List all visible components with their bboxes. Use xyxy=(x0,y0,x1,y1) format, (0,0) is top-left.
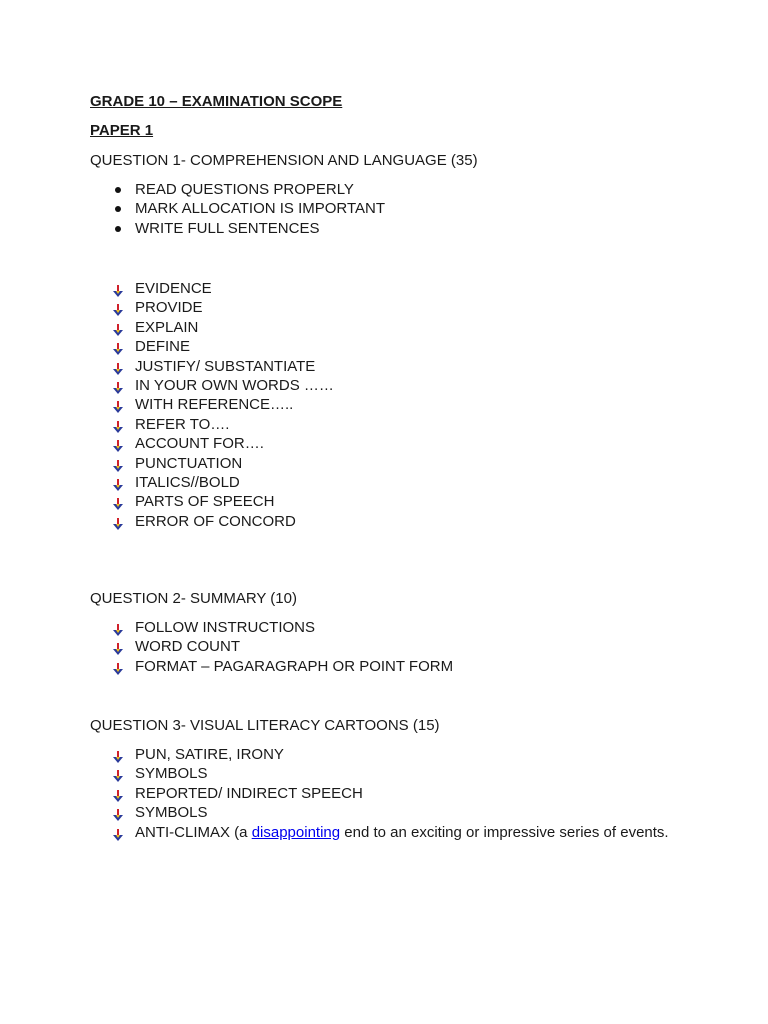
anti-climax-suffix: end to an exciting or impressive series of events. xyxy=(340,823,669,841)
arrow-bullet-icon xyxy=(112,827,124,839)
arrow-bullet-icon xyxy=(112,496,124,508)
q1-heading: QUESTION 1- COMPREHENSION AND LANGUAGE (35) xyxy=(90,152,478,169)
arrow-bullet-icon xyxy=(112,302,124,314)
list-item: WORD COUNT xyxy=(90,637,453,656)
list-item xyxy=(90,823,669,842)
arrow-bullet-icon xyxy=(112,661,124,673)
list-item: REFER TO…. xyxy=(90,415,334,434)
arrow-bullet-icon xyxy=(112,807,124,819)
arrow-bullet-icon xyxy=(112,768,124,780)
list-item: PUN, SATIRE, IRONY xyxy=(90,745,669,764)
dot-bullet-icon xyxy=(115,206,121,212)
list-item: SYMBOLS xyxy=(90,803,669,822)
dot-bullet-icon xyxy=(115,187,121,193)
list-item: PARTS OF SPEECH xyxy=(90,492,334,511)
q1-arrow-list xyxy=(90,279,334,531)
list-item: FORMAT – PAGARAGRAPH OR POINT FORM xyxy=(90,657,453,676)
list-item: DEFINE xyxy=(90,337,334,356)
anti-climax-prefix: ANTI-CLIMAX (a xyxy=(135,823,252,841)
arrow-bullet-icon xyxy=(112,516,124,528)
document-title: GRADE 10 – EXAMINATION SCOPE xyxy=(90,93,343,110)
arrow-bullet-icon xyxy=(112,622,124,634)
list-item: JUSTIFY/ SUBSTANTIATE xyxy=(90,357,334,376)
arrow-bullet-icon xyxy=(112,788,124,800)
q2-arrow-list xyxy=(90,618,453,676)
q3-heading: QUESTION 3- VISUAL LITERACY CARTOONS (15) xyxy=(90,717,440,734)
list-item: PUNCTUATION xyxy=(90,454,334,473)
list-item: EVIDENCE xyxy=(90,279,334,298)
list-item: SYMBOLS xyxy=(90,764,669,783)
arrow-bullet-icon xyxy=(112,341,124,353)
arrow-bullet-icon xyxy=(112,399,124,411)
list-item: WITH REFERENCE….. xyxy=(90,395,334,414)
arrow-bullet-icon xyxy=(112,380,124,392)
q3-arrow-list xyxy=(90,745,669,842)
arrow-bullet-icon xyxy=(112,458,124,470)
list-item: ERROR OF CONCORD xyxy=(90,512,334,531)
paper-heading: PAPER 1 xyxy=(90,122,154,139)
list-item: ITALICS//BOLD xyxy=(90,473,334,492)
dot-bullet-icon xyxy=(115,226,121,232)
list-item: REPORTED/ INDIRECT SPEECH xyxy=(90,784,669,803)
list-item: WRITE FULL SENTENCES xyxy=(90,219,385,238)
arrow-bullet-icon xyxy=(112,419,124,431)
list-item: MARK ALLOCATION IS IMPORTANT xyxy=(90,199,385,218)
list-item: EXPLAIN xyxy=(90,318,334,337)
arrow-bullet-icon xyxy=(112,283,124,295)
list-item: IN YOUR OWN WORDS …… xyxy=(90,376,334,395)
arrow-bullet-icon xyxy=(112,438,124,450)
list-item: READ QUESTIONS PROPERLY xyxy=(90,180,385,199)
list-item: ACCOUNT FOR…. xyxy=(90,434,334,453)
arrow-bullet-icon xyxy=(112,477,124,489)
q2-heading: QUESTION 2- SUMMARY (10) xyxy=(90,590,297,607)
disappointing-link[interactable]: disappointing xyxy=(251,823,341,841)
list-item: FOLLOW INSTRUCTIONS xyxy=(90,618,453,637)
arrow-bullet-icon xyxy=(112,749,124,761)
q1-bullet-list xyxy=(90,180,385,238)
arrow-bullet-icon xyxy=(112,361,124,373)
arrow-bullet-icon xyxy=(112,322,124,334)
arrow-bullet-icon xyxy=(112,641,124,653)
list-item: PROVIDE xyxy=(90,298,334,317)
